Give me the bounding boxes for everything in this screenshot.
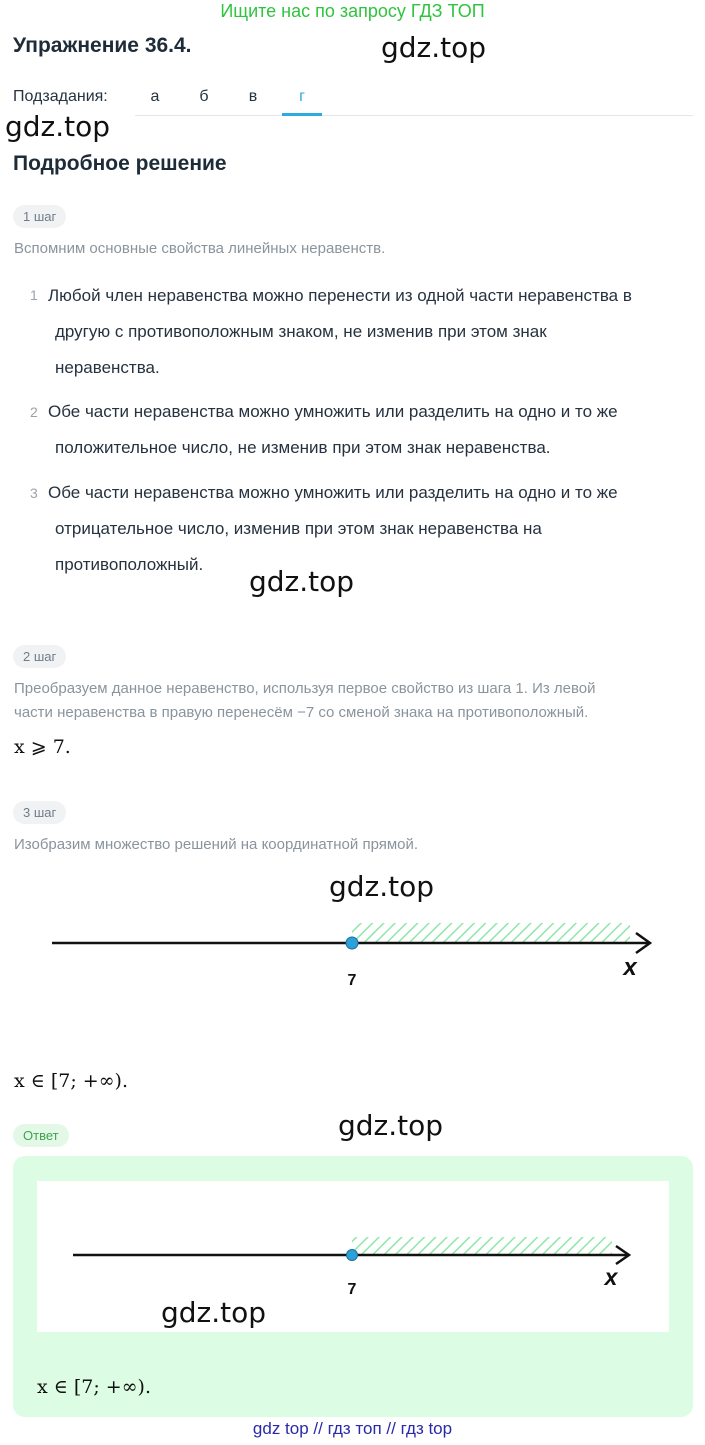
step-description: Изобразим множество решений на координатной прямой. <box>14 836 419 853</box>
rule-number: 3 <box>30 485 38 501</box>
step-description: части неравенства в правую перенесём −7 со сменой знака на противоположный. <box>14 704 589 721</box>
watermark: gdz.top <box>249 565 355 598</box>
watermark: gdz.top <box>381 31 487 64</box>
answer-badge: Ответ <box>13 1124 69 1147</box>
subtasks-label: Подзадания: <box>13 88 108 105</box>
rule-text: Обе части неравенства можно умножить или разделить на одно и то же <box>48 402 618 421</box>
point-label: 7 <box>347 1281 357 1298</box>
rule-number: 2 <box>30 404 38 420</box>
watermark: gdz.top <box>338 1109 444 1142</box>
inequality-result: x ⩾ 7. <box>14 736 71 758</box>
rule-text: другую с противоположным знаком, не изменив при этом знак <box>55 322 547 341</box>
closed-point <box>347 1250 358 1261</box>
solution-region <box>352 923 630 943</box>
rule-text: Обе части неравенства можно умножить или разделить на одно и то же <box>48 483 618 502</box>
axis-label: x <box>604 1264 618 1290</box>
tab-b[interactable]: б <box>199 88 209 105</box>
footer-links: gdz top // гдз топ // гдз top <box>252 1419 453 1438</box>
interval-result: x ∈ [7; +∞). <box>14 1070 128 1092</box>
tab-a[interactable]: а <box>150 88 160 105</box>
section-title: Подробное решение <box>13 152 227 175</box>
watermark: gdz.top <box>329 870 435 903</box>
rule-text: противоположный. <box>55 555 204 574</box>
rule-text: положительное число, не изменив при этом знак неравенства. <box>55 438 551 457</box>
watermark: gdz.top <box>5 110 111 143</box>
step-badge: 2 шаг <box>13 645 66 668</box>
step-description: Преобразуем данное неравенство, используя первое свойство из шага 1. Из левой <box>14 680 596 697</box>
number-line-diagram <box>40 915 665 995</box>
step-badge: 3 шаг <box>13 801 66 824</box>
tab-g[interactable]: г <box>299 88 305 105</box>
answer-number-line-diagram <box>60 1227 650 1302</box>
rule-text: Любой член неравенства можно перенести из одной части неравенства в <box>48 286 632 305</box>
step-description: Вспомним основные свойства линейных неравенств. <box>14 240 386 257</box>
rule-text: отрицательное число, изменив при этом знак неравенства на <box>55 519 542 538</box>
step-badge: 1 шаг <box>13 205 66 228</box>
axis-label: x <box>623 954 637 981</box>
solution-region <box>352 1237 612 1255</box>
rule-text: неравенства. <box>55 358 160 377</box>
closed-point <box>346 937 358 949</box>
exercise-title: Упражнение 36.4. <box>13 34 192 57</box>
tab-v[interactable]: в <box>248 88 258 105</box>
active-tab-indicator <box>282 113 322 116</box>
search-banner: Ищите нас по запросу ГДЗ ТОП <box>220 1 485 21</box>
answer-result: x ∈ [7; +∞). <box>37 1376 151 1398</box>
tabs-divider <box>135 115 693 116</box>
rule-number: 1 <box>30 287 38 303</box>
point-label: 7 <box>347 972 357 989</box>
watermark: gdz.top <box>161 1296 267 1329</box>
